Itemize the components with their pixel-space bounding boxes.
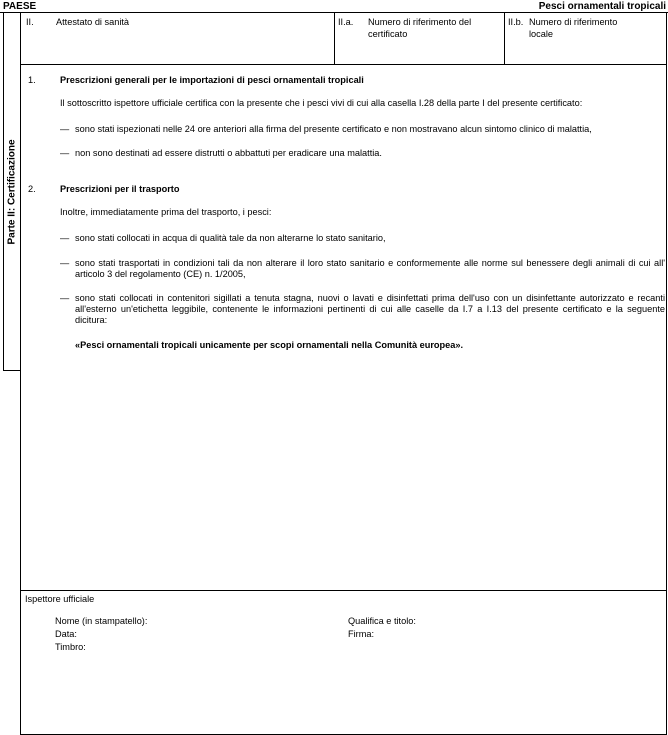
side-label [4,14,20,370]
signature-top-rule [20,590,667,591]
section-2-item-3: sono stati collocati in contenitori sigillati a tenuta stagna, nuovi o lavati e disinfettati prima dell'uso con un disinfettante autorizzato e recanti all'esterno un'etichetta leggibile, contenente le informazioni pertinenti di cui alle caselle da I.7 a I.13 del presente certificato e la seguente dicitura: [75,293,665,325]
list-dash: — [60,258,70,268]
section-1-intro: Il sottoscritto ispettore ufficiale certifica con la presente che i pesci vivi di cui alla casella I.28 della parte I del presente certificato: [60,98,583,108]
country-header: PAESE [3,1,37,12]
name-field-label: Nome (in stampatello): [55,616,148,626]
box-divider-1 [334,12,335,65]
box-divider-2 [504,12,505,65]
stamp-field-label: Timbro: [55,642,86,652]
list-dash: — [60,233,70,243]
section-1-title: Prescrizioni generali per le importazioni di pesci ornamentali tropicali [60,75,364,85]
list-dash: — [60,124,70,134]
section-1-item-2: non sono destinati ad essere distrutti o abbattuti per eradicare una malattia. [75,148,382,158]
side-bottom-rule [3,370,21,371]
date-field-label: Data: [55,629,77,639]
box-iia-label: Numero di riferimento del certificato [368,17,472,39]
section-1-item-1: sono stati ispezionati nelle 24 ore anteriori alla firma del presente certificato e non mostravano alcun sintomo clinico di malattia, [75,124,592,134]
section-2-title: Prescrizioni per il trasporto [60,184,180,194]
box-iib-number: II.b. [508,17,524,27]
side-label-text: Parte II: Certificazione [6,139,18,245]
section-2-intro: Inoltre, immediatamente prima del trasporto, i pesci: [60,207,272,217]
right-border [666,12,667,735]
inner-left-border [20,12,21,735]
box-ii-number: II. [26,17,34,27]
section-2-item-2: sono stati trasportati in condizioni tali da non alterare il loro stato sanitario e conformemente alle norme sul benessere degli animali di cui all' articolo 3 del regolamento (CE) n. 1/2005, [75,258,665,279]
signature-field-label: Firma: [348,629,375,639]
box-iia-number: II.a. [338,17,354,27]
section-2-quote: «Pesci ornamentali tropicali unicamente per scopi ornamentali nella Comunità europea». [75,340,464,350]
box-bottom-rule [20,64,667,65]
section-1-number: 1. [28,75,36,85]
signature-title: Ispettore ufficiale [25,594,95,604]
section-2-number: 2. [28,184,36,194]
certificate-type-header: Pesci ornamentali tropicali [538,1,666,12]
box-ii-label: Attestato di sanità [56,17,130,27]
list-dash: — [60,293,70,303]
list-dash: — [60,148,70,158]
box-iib-label: Numero di riferimento locale [529,17,618,39]
qualification-field-label: Qualifica e titolo: [348,616,416,626]
section-2-item-1: sono stati collocati in acqua di qualità tale da non alterarne lo stato sanitario, [75,233,386,243]
